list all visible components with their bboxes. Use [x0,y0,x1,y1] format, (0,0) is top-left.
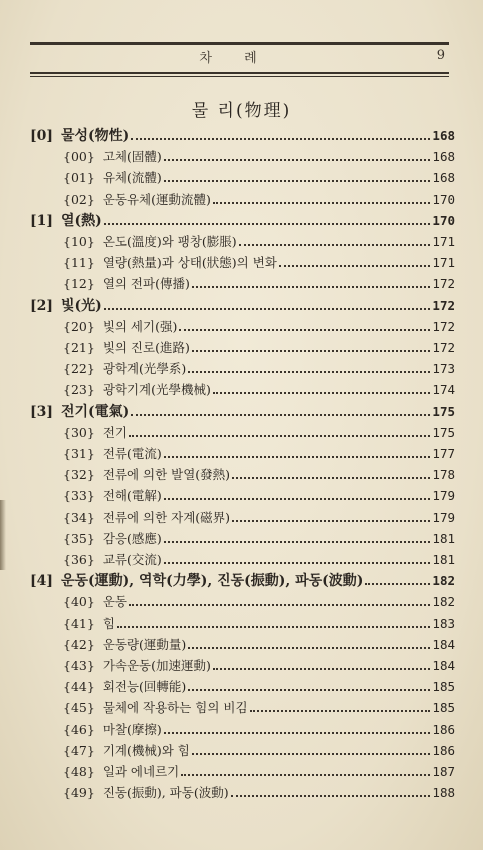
header-top-rule [30,42,449,45]
toc-entry-page: 186 [432,721,455,737]
dot-leader [232,519,430,522]
toc-entry-page: 168 [432,149,455,165]
toc-section-row [63,782,455,803]
toc-section-row [63,676,455,697]
toc-entry-title: 물성(物性) [61,128,130,144]
toc-entry-title: 회전능(回轉能) [102,679,187,695]
dot-leader [164,158,431,161]
toc-entry-page: 183 [432,615,455,631]
toc-entry-number: {49} [63,785,95,801]
toc-entry-number: {33} [63,488,95,504]
toc-entry-title: 운동 [102,594,127,610]
toc-entry-number: [3] [30,403,53,420]
toc-entry-number: {11} [63,255,95,271]
toc-entry-number: {36} [63,552,95,567]
dot-leader [164,540,431,543]
toc-entry-title: 빛(光) [61,297,102,314]
toc-entry-page: 188 [432,785,455,801]
toc-section-row [63,189,455,210]
dot-leader [164,497,431,500]
toc-section-row [63,613,455,634]
toc-section-row [63,337,455,358]
toc-entry-page: 173 [432,361,455,377]
page-edge-shadow [0,500,6,570]
toc-entry-number: {12} [63,276,95,292]
toc-entry-number: {22} [63,361,95,377]
toc-entry-number: {35} [63,530,95,546]
toc-entry-page: 175 [432,424,455,440]
toc-entry-number: {02} [63,191,95,207]
toc-section-row [63,443,455,464]
dot-leader [104,307,431,310]
toc-section-row [63,485,455,506]
toc-section-row [63,697,455,718]
dot-leader [181,773,430,776]
toc-section-row [63,379,455,400]
dot-leader [188,688,430,691]
toc-entry-number: {41} [63,615,95,631]
toc-entry-title: 유체(流體) [102,170,162,186]
toc-entry-number: {40} [63,594,95,610]
dot-leader [188,370,430,373]
toc-entry-page: 174 [432,382,455,398]
toc-entry-number: {48} [63,764,95,779]
toc-chapter-row [30,295,455,316]
toc-entry-title: 전류(電流) [102,446,162,461]
toc-entry-number: {42} [63,636,95,652]
toc-section-row [63,549,455,570]
toc-entry-page: 182 [432,573,455,589]
dot-leader [213,391,431,394]
toc-entry-title: 열의 전파(傳播) [102,276,190,292]
toc-section-row [63,655,455,676]
toc-entry-page: 181 [432,552,455,567]
toc-entry-page: 186 [432,742,455,758]
toc-entry-number: {21} [63,340,95,355]
toc-chapter-row [30,210,455,231]
toc-entry-title: 가속운동(加速運動) [102,658,211,673]
toc-section-row [63,273,455,294]
header-bottom-rule-thin [30,76,449,77]
toc-section-row [63,634,455,655]
toc-entry-title: 운동(運動), 역학(力學), 진동(振動), 파동(波動) [61,573,364,590]
toc-entry-title: 빛의 진로(進路) [102,340,190,355]
toc-entry-page: 168 [432,128,455,143]
toc-section-row [63,316,455,337]
toc-entry-page: 178 [432,467,455,483]
dot-leader [231,794,431,797]
toc-entry-number: {34} [63,509,95,525]
toc-entry-page: 170 [432,212,455,228]
toc-entry-title: 물체에 작용하는 힘의 비김 [102,700,248,716]
toc-entry-number: {31} [63,446,95,461]
toc-section-row [63,507,455,528]
toc-entry-number: {45} [63,700,95,716]
toc-section-row [63,146,455,167]
toc-entry-number: [4] [30,573,53,590]
toc-entry-number: {20} [63,318,95,334]
toc-chapter-row [30,401,455,422]
toc-entry-page: 171 [432,255,455,271]
toc-section-row [63,167,455,188]
section-title: 물 리(物理) [191,101,292,121]
toc-section-row [63,528,455,549]
toc-entry-page: 179 [432,488,455,504]
dot-leader [131,137,430,140]
toc-entry-number: {01} [63,170,95,186]
toc-entry-title: 진동(振動), 파동(波動) [102,785,229,801]
toc-entry-page: 172 [432,340,455,355]
dot-leader [129,603,430,606]
header-bottom-rule [30,72,449,74]
toc-entry-number: {10} [63,234,95,249]
dot-leader [192,285,431,288]
toc-entry-page: 170 [432,191,455,207]
dot-leader [164,179,431,182]
toc-entry-title: 열(熱) [61,212,102,229]
toc-entry-title: 마찰(摩擦) [102,721,162,737]
toc-entry-number: [1] [30,212,53,229]
toc-section-row [63,231,455,252]
toc-entry-title: 전류에 의한 발열(發熱) [102,467,231,483]
running-header-title: 차 례 [199,51,271,66]
toc-entry-title: 운동유체(運動流體) [102,191,211,207]
dot-leader [232,476,430,479]
dot-leader [131,413,430,416]
toc-entry-number: [0] [30,128,53,144]
toc-entry-page: 171 [432,234,455,249]
toc-entry-page: 185 [432,679,455,695]
toc-section-row [63,464,455,485]
dot-leader [129,434,430,437]
toc-entry-number: {32} [63,467,95,483]
page-number: 9 [436,48,445,63]
toc-entry-title: 일과 에네르기 [102,764,180,779]
toc-entry-title: 온도(溫度)와 팽창(膨脹) [102,234,237,249]
toc-entry-number: [2] [30,297,53,314]
dot-leader [188,646,430,649]
toc-entry-title: 전기 [102,424,127,440]
dot-leader [365,582,430,585]
toc-entry-title: 운동량(運動量) [102,636,187,652]
toc-chapter-row [30,125,455,146]
toc-entry-page: 182 [432,594,455,610]
dot-leader [239,243,431,246]
toc-section-row [63,422,455,443]
toc-entry-page: 184 [432,658,455,673]
dot-leader [192,349,431,352]
toc-entry-page: 181 [432,530,455,546]
dot-leader [164,455,431,458]
dot-leader [164,561,431,564]
toc-section-row [63,358,455,379]
toc-entry-title: 빛의 세기(强) [102,318,178,334]
toc-entry-title: 힘 [102,615,115,631]
toc-entry-number: {30} [63,424,95,440]
toc-entry-number: {23} [63,382,95,398]
toc-entry-page: 172 [432,318,455,334]
toc-entry-page: 184 [432,636,455,652]
dot-leader [250,709,431,712]
toc-entry-page: 185 [432,700,455,716]
toc-entry-page: 172 [432,276,455,292]
toc-entry-number: {47} [63,742,95,758]
toc-section-row [63,761,455,782]
toc-entry-title: 고체(固體) [102,149,162,165]
toc-entry-page: 175 [432,403,455,419]
toc-entry-page: 177 [432,446,455,461]
toc-entry-title: 전기(電氣) [61,403,130,420]
dot-leader [213,201,431,204]
dot-leader [279,264,431,267]
toc-entry-page: 179 [432,509,455,525]
toc-entry-number: {00} [63,149,95,165]
dot-leader [192,752,431,755]
toc-entry-number: {43} [63,658,95,673]
toc-entry-title: 광학계(光學系) [102,361,187,377]
toc-entry-title: 전류에 의한 자계(磁界) [102,509,231,525]
toc-section-row [63,252,455,273]
toc-entry-title: 광학기계(光學機械) [102,382,211,398]
toc-entry-page: 172 [432,297,455,313]
dot-leader [117,625,431,628]
toc-entry-number: {46} [63,721,95,737]
dot-leader [179,328,430,331]
toc-entry-title: 감응(感應) [102,530,162,546]
dot-leader [213,667,431,670]
dot-leader [104,222,431,225]
toc-entry-title: 전해(電解) [102,488,162,504]
toc-entry-title: 교류(交流) [102,552,162,567]
toc-entry-page: 168 [432,170,455,186]
toc-section-row [63,591,455,612]
toc-entry-title: 기계(機械)와 힘 [102,742,190,758]
toc-entry-number: {44} [63,679,95,695]
toc-section-row [63,719,455,740]
toc-chapter-row [30,570,455,591]
toc-entry-page: 187 [432,764,455,779]
toc-entry-title: 열량(熱量)과 상태(狀態)의 변화 [102,255,277,271]
dot-leader [164,731,431,734]
toc-section-row [63,740,455,761]
